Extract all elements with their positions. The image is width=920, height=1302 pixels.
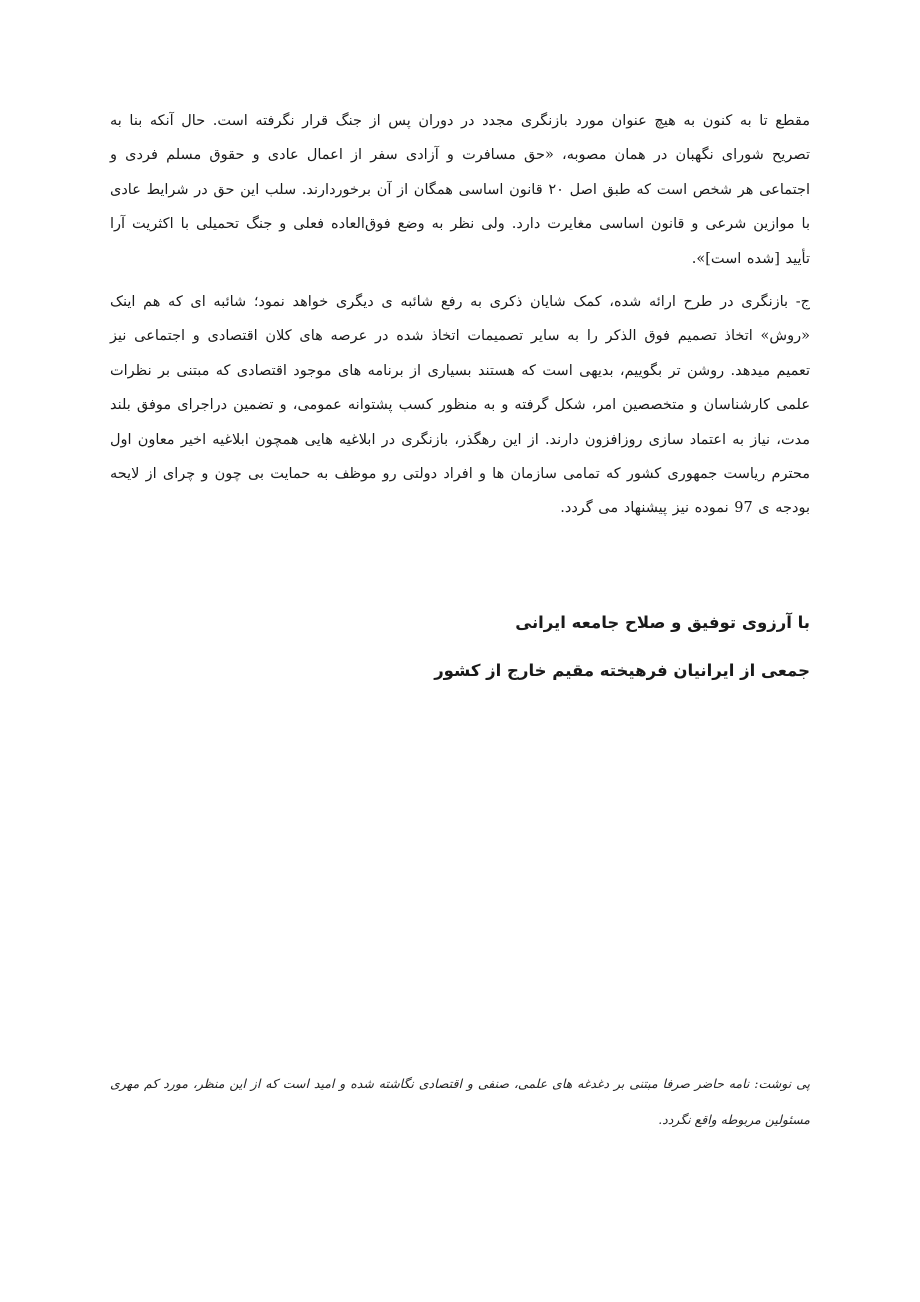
signature-line: جمعی از ایرانیان فرهیخته مقیم خارج از کشور <box>434 660 810 680</box>
body-paragraph-1: مقطع تا به کنون به هیچ عنوان مورد بازنگری مجدد در دوران پس از جنگ قرار نگرفته است. حال آنکه بنا به تصریح شورای نگهبان در همان مصوبه، «حق مسافرت و آزادی سفر از اعمال عادی و حقوق مسلم فردی و اجتماعی هر شخص است که طبق اصل ۲۰ قانون اساسی همگان از آن برخوردارند. سلب این حق در شرایط عادی با موازین شرعی و قانون اساسی مغایرت دارد. ولی نظر به وضع فوق‌العاده فعلی و جنگ تحمیلی با اکثریت آرا تأیید [شده است]». <box>110 113 810 267</box>
closing-wish: با آرزوی توفیق و صلاح جامعه ایرانی <box>515 612 810 632</box>
closing-block <box>110 599 810 695</box>
body-paragraph-2: ج- بازنگری در طرح ارائه شده، کمک شایان ذکری به رفع شائبه ی دیگری خواهد نمود؛ شائبه ای که هم اینک «روش» اتخاذ تصمیم فوق الذکر را به سایر تصمیمات اتخاذ شده در عرصه های کلان اقتصادی و اجتماعی نیز تعمیم میدهد. روشن تر بگوییم، بدیهی است که هستند بسیاری از برنامه های موجود اقتصادی که مبتنی بر نظرات علمی کارشناسان و متخصصین امر، شکل گرفته و به منظور کسب پشتوانه عمومی، و تضمین دراجرای موفق بلند مدت، نیاز به اعتماد سازی روزافزون دارند. از این رهگذر، بازنگری در ابلاغیه هایی همچون ابلاغیه اخیر معاون اول محترم ریاست جمهوری کشور که تمامی سازمان ها و افراد دولتی رو موظف به حمایت بی چون و چرای از لایحه بودجه ی 97 نموده نیز پیشنهاد می گردد. <box>110 294 810 517</box>
postscript-note: پی نوشت: نامه حاضر صرفا مبتنی بر دغدغه های علمی، صنفی و اقتصادی نگاشته شده و امید است که از این منظر، مورد کم مهری مسئولین مربوطه واقع نگردد. <box>110 1076 810 1127</box>
